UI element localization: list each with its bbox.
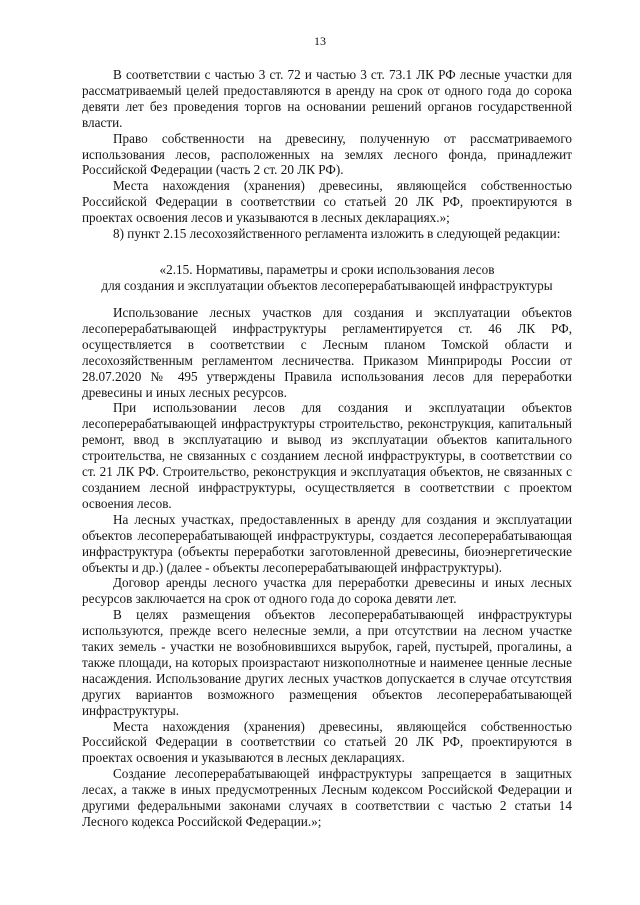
paragraph: На лесных участках, предоставленных в аренду для создания и эксплуатации объектов лесоперерабатывающей инфраструктуры, создается лесоперерабатывающая инфраструктура (объекты переработки заготовленной древесины, биоэнергетические объекты и др.) (далее - объекты лесоперерабатывающей инфраструктуры). xyxy=(82,511,572,575)
body-section xyxy=(82,305,572,830)
paragraph: Места нахождения (хранения) древесины, являющейся собственностью Российской Федерации в соответствии со статьей 20 ЛК РФ, проектируются в проектах освоения лесов и указываются в лесных декларациях.»; xyxy=(82,178,572,226)
paragraph: Договор аренды лесного участка для переработки древесины и иных лесных ресурсов заключается на срок от одного года до сорока девяти лет. xyxy=(82,575,572,607)
paragraph: Места нахождения (хранения) древесины, являющейся собственностью Российской Федерации в соответствии со статьей 20 ЛК РФ, проектируются в проектах освоения и указываются в лесных декларациях. xyxy=(82,718,572,766)
paragraph: 8) пункт 2.15 лесохозяйственного регламента изложить в следующей редакции: xyxy=(113,226,561,242)
paragraph: Создание лесоперерабатывающей инфраструктуры запрещается в защитных лесах, а также в иных предусмотренных Лесным кодексом Российской Федерации и другими федеральными законами случаях в соответствии с частью 2 статьи 14 Лесного кодекса Российской Федерации.»; xyxy=(82,766,572,829)
page-number: 13 xyxy=(314,34,326,48)
intro-section xyxy=(82,67,572,242)
paragraph: В целях размещения объектов лесоперерабатывающей инфраструктуры используются, прежде всего нелесные земли, а при отсутствии на лесном участке таких земель - участки не возобновившихся вырубок, гарей, пустырей, прогалины, а также площади, на которых произрастают низкополнотные и наименее ценные лесные насаждения. Использование других лесных участков допускается в случае отсутствия других вариантов возможного размещения объектов лесоперерабатывающей инфраструктуры. xyxy=(82,607,572,718)
section-heading xyxy=(82,262,572,294)
paragraph: Использование лесных участков для создания и эксплуатации объектов лесоперерабатывающей инфраструктуры регламентируется ст. 46 ЛК РФ, осуществляется в соответствии с Лесным планом Томской области и лесохозяйственным регламентом лесничества. Приказом Минприроды России от 28.07.2020 № 495 утверждены Правила использования лесов для переработки древесины и иных лесных ресурсов. xyxy=(82,305,572,400)
paragraph: При использовании лесов для создания и эксплуатации объектов лесоперерабатывающей инфраструктуры строительство, реконструкция, капитальный ремонт, ввод в эксплуатацию и вывод из эксплуатации объектов капитального строительства, не связанных с созданием лесной инфраструктуры, в соответствии со ст. 21 ЛК РФ. Строительство, реконструкция и эксплуатация объектов, не связанных с созданием лесной инфраструктуры, осуществляется в соответствии с проектом освоения лесов. xyxy=(82,400,572,511)
section-heading-line1: «2.15. Нормативы, параметры и сроки использования лесов xyxy=(159,262,495,277)
section-heading-line2: для создания и эксплуатации объектов лесоперерабатывающей инфраструктуры xyxy=(101,277,553,293)
paragraph: Право собственности на древесину, полученную от рассматриваемого использования лесов, расположенных на землях лесного фонда, принадлежит Российской Федерации (часть 2 ст. 20 ЛК РФ). xyxy=(82,130,572,178)
paragraph: В соответствии с частью 3 ст. 72 и частью 3 ст. 73.1 ЛК РФ лесные участки для рассматриваемый целей предоставляются в аренду на срок от одного года до сорока девяти лет без проведения торгов на основании решений органов государственной власти. xyxy=(82,67,572,130)
